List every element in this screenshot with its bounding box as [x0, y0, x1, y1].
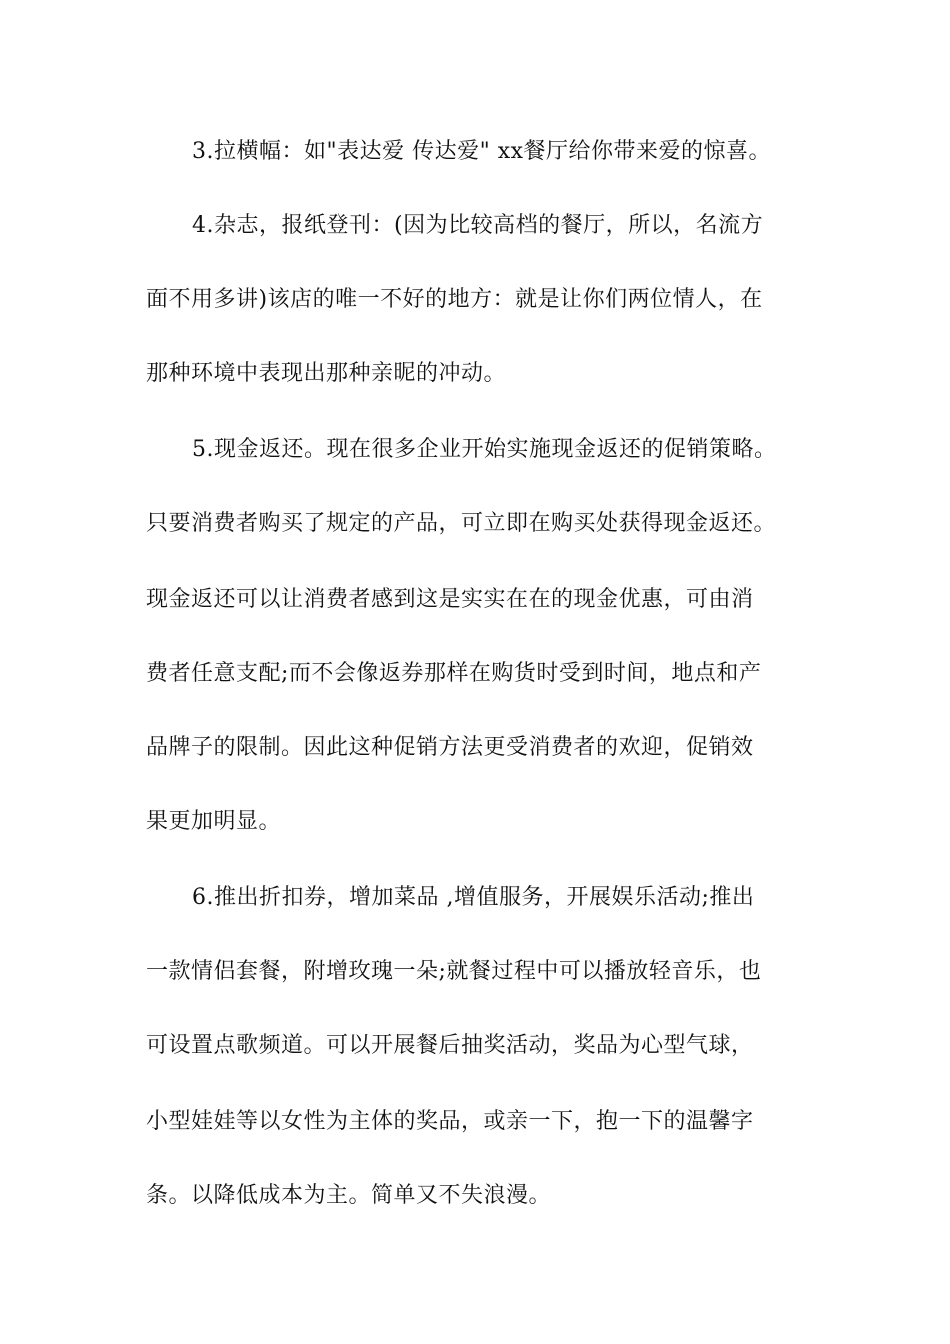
paragraph-5-line-1: 5.现金返还。现在很多企业开始实施现金返还的促销策略。: [192, 437, 777, 462]
paragraph-5-line-4: 费者任意支配;而不会像返券那样在购货时受到时间，地点和产: [146, 661, 762, 686]
paragraph-5-line-2: 只要消费者购买了规定的产品，可立即在购买处获得现金返还。: [146, 511, 777, 536]
paragraph-4-line-1: 4.杂志，报纸登刊：(因为比较高档的餐厅，所以，名流方: [192, 213, 764, 238]
paragraph-4-line-2: 面不用多讲)该店的唯一不好的地方：就是让你们两位情人，在: [146, 287, 763, 312]
paragraph-6-line-1: 6.推出折扣券，增加菜品 ,增值服务，开展娱乐活动;推出: [192, 885, 755, 910]
paragraph-3-line-1: 3.拉横幅：如"表达爱 传达爱" xx餐厅给你带来爱的惊喜。: [192, 139, 772, 164]
paragraph-6-line-5: 条。以降低成本为主。简单又不失浪漫。: [146, 1183, 552, 1208]
paragraph-6-line-3: 可设置点歌频道。可以开展餐后抽奖活动，奖品为心型气球，: [146, 1033, 754, 1058]
paragraph-6-line-2: 一款情侣套餐，附增玫瑰一朵;就餐过程中可以播放轻音乐，也: [146, 959, 762, 984]
paragraph-5-line-5: 品牌子的限制。因此这种促销方法更受消费者的欢迎，促销效: [146, 735, 754, 760]
paragraph-5-line-6: 果更加明显。: [146, 809, 282, 834]
paragraph-4-line-3: 那种环境中表现出那种亲昵的冲动。: [146, 361, 507, 386]
paragraph-6-line-4: 小型娃娃等以女性为主体的奖品，或亲一下，抱一下的温馨字: [146, 1109, 754, 1134]
paragraph-5-line-3: 现金返还可以让消费者感到这是实实在在的现金优惠，可由消: [146, 587, 754, 612]
